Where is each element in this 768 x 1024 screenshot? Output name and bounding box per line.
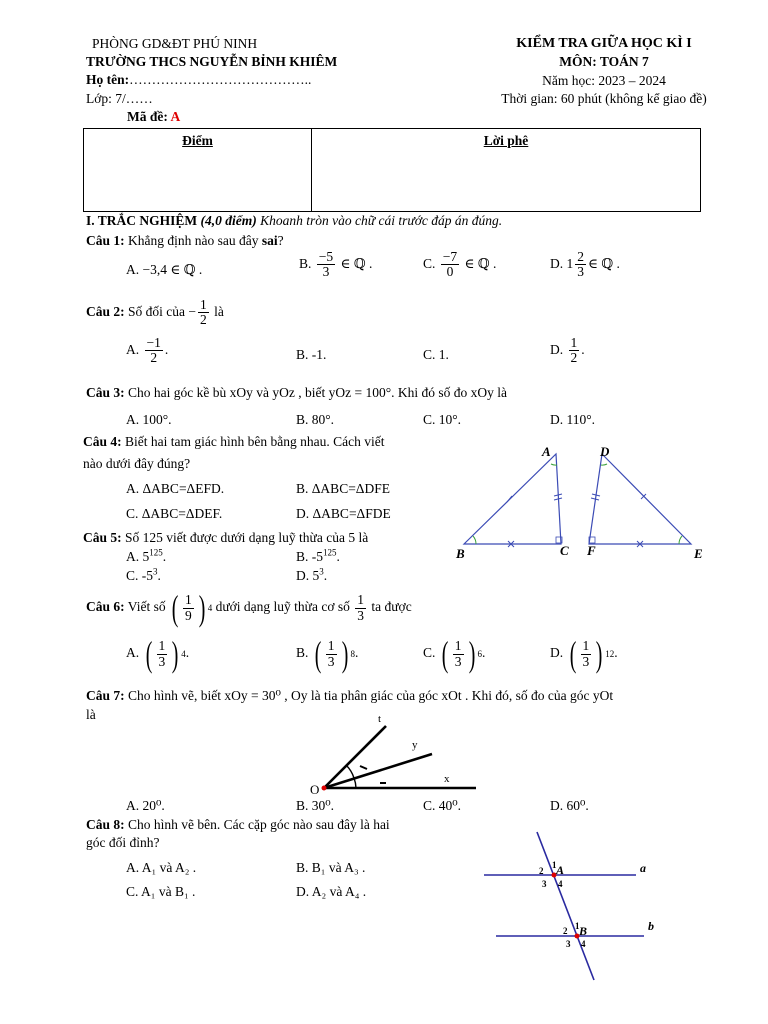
q6-c-end: . — [482, 645, 486, 661]
code-label: Mã đề: — [127, 109, 168, 124]
q5-d-base: D. 5 — [296, 568, 320, 583]
q5-b-exp: 125 — [323, 547, 337, 558]
school-name: TRƯỜNG THCS NGUYỄN BỈNH KHIÊM — [86, 54, 338, 69]
name-line — [86, 72, 311, 88]
q1-c-prefix: C. — [423, 255, 436, 271]
b-angle-1: 1 — [575, 921, 580, 931]
q6-b-den: 3 — [327, 653, 335, 669]
q1-c-post: ∈ ℚ . — [464, 255, 497, 271]
q6-c-prefix: C. — [423, 645, 436, 661]
arc-mark-2 — [360, 766, 367, 769]
q1-d-prefix: D. 1 — [550, 255, 574, 271]
q6-option-b[interactable] — [296, 636, 358, 672]
q6-a-power: ( $\frac{1}{3}$ ) 4 — [145, 634, 186, 674]
q1-c-den: 0 — [446, 264, 454, 280]
q7-option-b[interactable]: B. 30⁰. — [296, 798, 335, 813]
q1-b-post: ∈ ℚ . — [340, 255, 373, 271]
score-label: Điểm — [182, 133, 213, 148]
q5-a-exp: 125 — [149, 547, 163, 558]
q4-option-b[interactable]: B. ΔABC=ΔDFE — [296, 481, 390, 496]
q4-text-2: nào dưới đây đúng? — [83, 456, 191, 471]
q7-text: Cho hình vẽ, biết xOy = 30⁰ , Oy là tia phân giác của góc xOt . Khi đó, số đo của góc yOt — [128, 688, 614, 703]
question-4 — [83, 434, 384, 450]
q1-end: ? — [277, 233, 284, 248]
q6-d-prefix: D. — [550, 645, 564, 661]
transversal — [537, 832, 594, 980]
q6-text-2: dưới dạng luỹ thừa cơ số — [215, 599, 350, 615]
q1-option-c[interactable] — [423, 250, 496, 279]
angle-b — [473, 536, 476, 544]
comment-cell[interactable] — [312, 129, 700, 211]
q3-label: Câu 3: — [86, 385, 125, 400]
q6-power: ( $\frac{1}{9}$ ) 4 — [171, 588, 213, 628]
q8-text-1: Cho hình vẽ bên. Các cặp góc nào sau đây là hai — [128, 817, 390, 832]
q1-b-fraction — [317, 250, 335, 279]
q6-a-end: . — [185, 645, 190, 661]
q6-c-power: ( $\frac{1}{3}$ ) 6 — [441, 634, 483, 674]
q6-d-num: 1 — [582, 638, 590, 654]
q6-c-den: 3 — [454, 653, 462, 669]
q6-d-fraction — [581, 639, 592, 668]
question-1 — [86, 233, 284, 249]
label-f: F — [587, 543, 596, 558]
q4-option-a[interactable]: A. ΔABC=ΔEFD. — [126, 481, 225, 496]
q1-text: Khẳng định nào sau đây — [128, 233, 259, 248]
q7-option-c[interactable]: C. 40⁰. — [423, 798, 462, 813]
angle-e — [679, 536, 682, 544]
q2-d-den: 2 — [570, 350, 578, 366]
q1-c-num: −7 — [442, 249, 458, 264]
triangles-figure — [450, 438, 720, 568]
label-o: O — [310, 782, 320, 797]
q1-b-num: −5 — [318, 249, 334, 264]
q4-option-c[interactable]: C. ΔABC=ΔDEF. — [126, 506, 223, 521]
exam-title: KIỂM TRA GIỮA HỌC KÌ I — [516, 36, 692, 51]
dept-name: PHÒNG GD&ĐT PHÚ NINH — [92, 36, 258, 51]
q2-d-num: 1 — [570, 335, 578, 350]
q6-c-fraction — [453, 639, 464, 668]
label-b: B — [456, 546, 465, 561]
b-angle-2: 2 — [563, 926, 568, 936]
question-3 — [86, 385, 507, 401]
q4-option-d[interactable]: D. ΔABC=ΔFDE — [296, 506, 391, 521]
q2-a-den: 2 — [150, 350, 158, 366]
angle-figure — [300, 706, 480, 798]
q2-option-d[interactable] — [550, 336, 585, 365]
q7-option-a[interactable]: A. 20⁰. — [126, 798, 165, 813]
q6-b-num: 1 — [327, 638, 335, 654]
section-title: I. TRẮC NGHIỆM — [86, 213, 198, 228]
label-e: E — [694, 546, 703, 561]
q6-den: 9 — [184, 607, 192, 623]
q3-text: Cho hai góc kề bù xOy và yOz , biết yOz = 100°. Khi đó số đo xOy là — [128, 385, 507, 400]
section-points: (4,0 điểm) — [200, 213, 257, 228]
q2-d-post: . — [581, 341, 585, 357]
q6-base-num: 1 — [357, 592, 364, 608]
q6-a-prefix: A. — [126, 645, 140, 661]
question-2 — [86, 298, 224, 327]
q6-c-num: 1 — [454, 638, 462, 654]
q2-text: Số đối của − — [128, 303, 196, 319]
triangle-abc — [464, 454, 561, 544]
q7-option-d[interactable]: D. 60⁰. — [550, 798, 589, 813]
q6-b-end: . — [355, 645, 359, 661]
q5-a-end: . — [162, 549, 167, 564]
exam-subject: MÔN: TOÁN 7 — [559, 54, 649, 69]
q6-option-c[interactable] — [423, 636, 485, 672]
q8-label: Câu 8: — [86, 817, 125, 832]
q2-end: là — [214, 303, 224, 319]
q5-b-base: B. -5 — [296, 549, 323, 564]
q8-text-2: góc đối đỉnh? — [86, 835, 160, 850]
name-dots: ………………………………….. — [129, 72, 312, 87]
a-angle-1: 1 — [552, 860, 557, 870]
section-heading — [86, 213, 502, 229]
q2-den: 2 — [200, 312, 207, 328]
q1-label: Câu 1: — [86, 233, 125, 248]
q5-option-c[interactable] — [126, 568, 161, 584]
name-label: Họ tên: — [86, 72, 130, 87]
question-7 — [86, 688, 613, 704]
q7-label: Câu 7: — [86, 688, 125, 703]
q8-option-c[interactable]: C. A₁ và B₁ . — [126, 884, 196, 899]
q6-text-1: Viết số — [127, 599, 166, 615]
label-t: t — [378, 713, 382, 725]
q5-label: Câu 5: — [83, 530, 122, 545]
section-instruction: Khoanh tròn vào chữ cái trước đáp án đúng. — [260, 213, 503, 228]
q1-option-b[interactable] — [299, 250, 372, 279]
label-d: D — [600, 444, 610, 459]
q2-a-num: −1 — [146, 335, 161, 350]
q8-option-a[interactable]: A. A₁ và A₂ . — [126, 860, 197, 875]
q6-text-3: ta được — [371, 599, 412, 615]
label-y: y — [412, 739, 418, 751]
q5-d-end: . — [323, 568, 328, 583]
comment-label: Lời phê — [483, 133, 529, 148]
angle-d — [601, 464, 607, 465]
tick-ab — [507, 496, 512, 502]
b-angle-3: 3 — [566, 939, 571, 949]
label-a: A — [542, 444, 551, 459]
q3-option-d[interactable]: D. 110°. — [550, 412, 596, 427]
q6-option-a[interactable] — [126, 636, 189, 672]
label-line-a: a — [640, 861, 646, 875]
q6-b-prefix: B. — [296, 645, 309, 661]
q5-a-base: A. 5 — [126, 549, 150, 564]
arc-xoy — [354, 778, 356, 788]
label-line-b: b — [648, 919, 654, 933]
q1-d-post: ∈ ℚ . — [588, 255, 620, 271]
point-o — [322, 786, 327, 791]
q2-a-prefix: A. — [126, 341, 140, 357]
score-table — [83, 128, 701, 212]
a-angle-4: 4 — [558, 879, 563, 889]
q6-d-den: 3 — [582, 653, 590, 669]
q5-option-b[interactable] — [296, 549, 340, 565]
q5-b-end: . — [336, 549, 340, 564]
q4-text-1: Biết hai tam giác hình bên bằng nhau. Cách viết — [125, 434, 385, 449]
q6-b-fraction — [326, 639, 337, 668]
question-8 — [86, 817, 390, 833]
q1-d-fraction — [575, 250, 586, 279]
question-6 — [86, 590, 412, 626]
q2-option-c[interactable]: C. 1. — [423, 347, 449, 362]
triangle-def — [589, 454, 691, 544]
q4-label: Câu 4: — [83, 434, 122, 449]
class-line: Lớp: 7/…… — [86, 91, 153, 106]
arc-yot — [346, 765, 354, 778]
label-x: x — [444, 773, 450, 785]
q7-text-2: là — [86, 707, 96, 722]
q2-option-a[interactable] — [126, 336, 168, 365]
q8-option-d[interactable]: D. A₂ và A₄ . — [296, 884, 367, 899]
q5-c-exp: 3 — [153, 566, 158, 577]
label-c: C — [560, 543, 569, 558]
q6-base-fraction — [355, 593, 366, 622]
code-value: A — [170, 109, 181, 124]
q6-base-den: 3 — [357, 607, 364, 623]
q1-bold-word: sai — [261, 233, 278, 248]
q1-option-d[interactable] — [550, 250, 620, 279]
q5-c-end: . — [157, 568, 161, 583]
q2-a-post: . — [164, 341, 169, 357]
q6-b-power: ( $\frac{1}{3}$ ) 8 — [314, 634, 356, 674]
q1-d-num: 2 — [577, 249, 584, 264]
score-cell[interactable] — [84, 129, 312, 211]
question-5 — [83, 530, 368, 546]
q2-label: Câu 2: — [86, 303, 125, 319]
q6-a-den: 3 — [158, 653, 166, 669]
q2-a-fraction — [145, 336, 163, 365]
q6-label: Câu 6: — [86, 599, 125, 615]
q3-option-a[interactable]: A. 100°. — [126, 412, 172, 427]
q1-d-den: 3 — [577, 264, 584, 280]
parallel-lines-figure — [478, 826, 678, 986]
school-year: Năm học: 2023 – 2024 — [542, 73, 666, 88]
q6-num: 1 — [184, 592, 192, 608]
q6-d-power: ( $\frac{1}{3}$ ) 12 — [569, 634, 615, 674]
q6-fraction — [183, 593, 194, 622]
label-point-b: B — [579, 924, 588, 938]
q6-option-d[interactable] — [550, 636, 618, 672]
q3-option-c[interactable]: C. 10°. — [423, 412, 462, 427]
q6-a-num: 1 — [158, 638, 166, 654]
q5-text: Số 125 viết được dưới dạng luỹ thừa của 5 là — [125, 530, 369, 545]
a-angle-3: 3 — [542, 879, 547, 889]
a-angle-2: 2 — [539, 866, 544, 876]
q2-num: 1 — [200, 297, 207, 312]
q8-option-b[interactable]: B. B₁ và A₃ . — [296, 860, 366, 875]
exam-time: Thời gian: 60 phút (không kể giao đề) — [501, 91, 707, 106]
q2-d-fraction — [569, 336, 580, 365]
q1-option-a[interactable]: A. −3,4 ∈ ℚ . — [126, 262, 203, 277]
q3-option-b[interactable]: B. 80°. — [296, 412, 335, 427]
q5-c-base: C. -5 — [126, 568, 153, 583]
q6-d-end: . — [614, 645, 618, 661]
label-point-a: A — [556, 863, 565, 877]
b-angle-4: 4 — [581, 939, 586, 949]
q6-a-fraction — [157, 639, 168, 668]
q1-b-prefix: B. — [299, 255, 312, 271]
q2-fraction — [198, 298, 209, 327]
q2-option-b[interactable]: B. -1. — [296, 347, 327, 362]
q5-d-exp: 3 — [319, 566, 324, 577]
exam-code — [127, 109, 180, 125]
q2-d-prefix: D. — [550, 341, 564, 357]
q5-option-a[interactable] — [126, 549, 166, 565]
q5-option-d[interactable] — [296, 568, 327, 584]
q1-c-fraction — [441, 250, 459, 279]
q1-b-den: 3 — [322, 264, 330, 280]
